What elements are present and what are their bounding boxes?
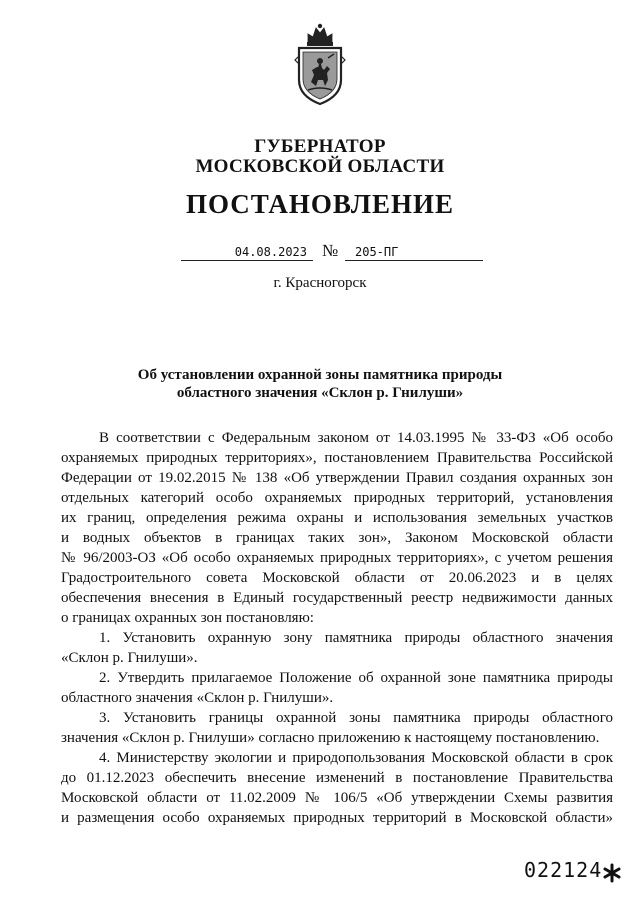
city-line: г. Красногорск — [273, 275, 367, 291]
document-type-heading: ПОСТАНОВЛЕНИЕ — [185, 189, 455, 219]
number-sign: № — [322, 241, 339, 260]
body-line: 4. Министерству экологии и природопользования Московской области в срок — [99, 750, 613, 766]
asterisk-icon — [601, 862, 623, 884]
body-line: отдельных категорий особо охраняемых природных территорий, установления — [61, 490, 613, 506]
org-title-line2: МОСКОВСКОЙ ОБЛАСТИ — [195, 156, 445, 177]
serial-number: 022124 — [524, 858, 603, 882]
body-line: «Склон р. Гнилуши». — [61, 650, 198, 666]
body-line: Федерации от 19.02.2015 № 138 «Об утверждении Правил создания охранных зон — [61, 470, 613, 486]
body-line: № 96/2003-ОЗ «Об особо охраняемых природных территориях», с учетом решения — [61, 550, 613, 566]
body-line: областного значения «Склон р. Гнилуши». — [61, 690, 334, 706]
body-line: 1. Установить охранную зону памятника природы областного значения — [99, 630, 613, 646]
body-line: обеспечения внесения в Единый государственный реестр недвижимости данных — [61, 590, 613, 606]
org-title-line1: ГУБЕРНАТОР — [254, 136, 386, 157]
body-line: охраняемых природных территориях», постановлением Правительства Российской — [61, 450, 613, 466]
body-line: о границах охранных зон постановляю: — [61, 610, 314, 626]
body-line: 3. Установить границы охранной зоны памятника природы областного — [99, 710, 613, 726]
body-line: значения «Склон р. Гнилуши» согласно приложению к настоящему постановлению. — [61, 730, 600, 746]
coat-of-arms-emblem — [290, 20, 350, 110]
body-line: Градостроительного совета Московской области от 20.06.2023 и в целях — [61, 570, 613, 586]
body-line: и размещения особо охраняемых природных территорий в Московской области» — [61, 810, 613, 826]
body-line: и водных объектов в границах таких зон», Законом Московской области — [61, 530, 613, 546]
registration-number-field: 205-ПГ — [345, 244, 483, 261]
document-title-line2: областного значения «Склон р. Гнилуши» — [176, 385, 464, 401]
registration-date-field: 04.08.2023 — [181, 244, 313, 261]
body-line: В соответствии с Федеральным законом от 14.03.1995 № 33-ФЗ «Об особо — [99, 430, 613, 446]
body-line: 2. Утвердить прилагаемое Положение об охранной зоне памятника природы — [99, 670, 613, 686]
body-line: до 01.12.2023 обеспечить внесение изменений в постановление Правительства — [61, 770, 613, 786]
document-title-line1: Об установлении охранной зоны памятника природы — [137, 367, 503, 383]
document-body — [61, 428, 613, 828]
body-line: их границ, определения режима охраны и использования земельных участков — [61, 510, 613, 526]
body-line: Московской области от 11.02.2009 № 106/5 «Об утверждении Схемы развития — [61, 790, 613, 806]
